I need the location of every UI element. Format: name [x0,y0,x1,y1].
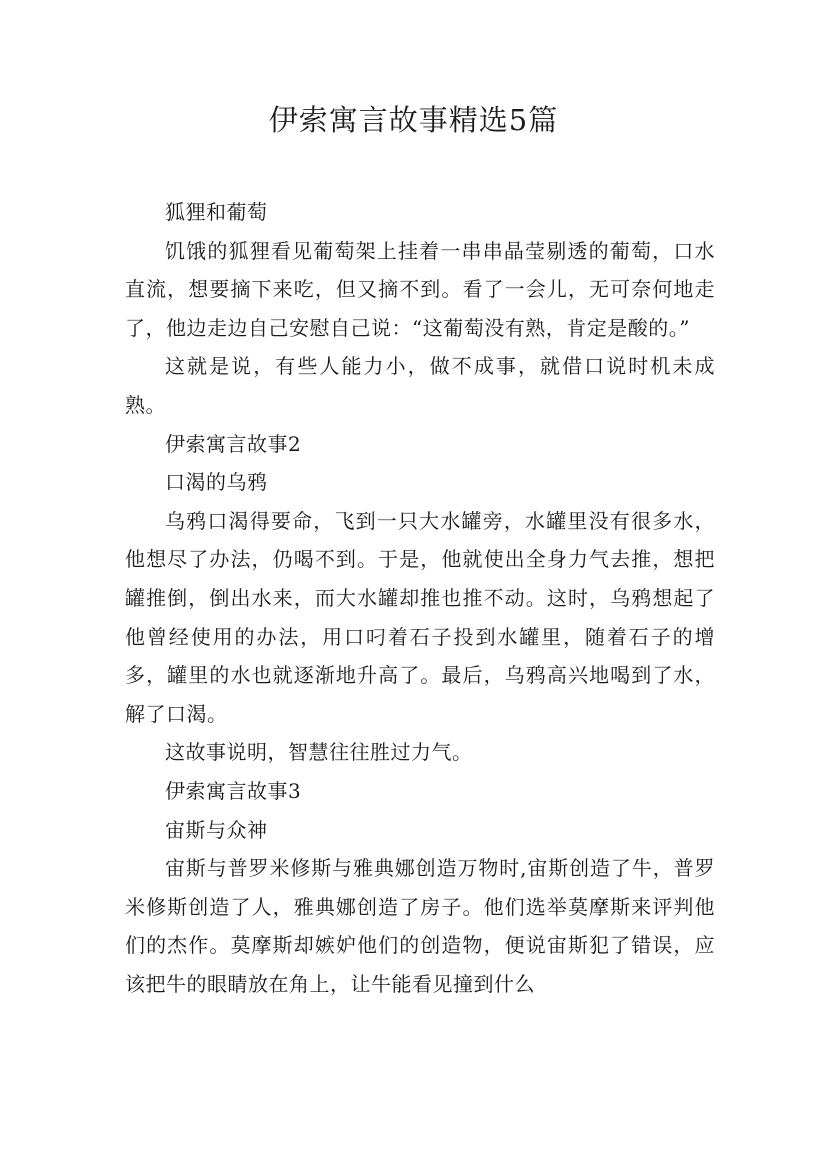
paragraph: 乌鸦口渴得要命，飞到一只大水罐旁，水罐里没有很多水，他想尽了办法，仍喝不到。于是，他就使出全身力气去推，想把罐推倒，倒出水来，而大水罐却推也推不动。这时，乌鸦想起了他曾经使用的办法，用口叼着石子投到水罐里，随着石子的增多，罐里的水也就逐渐地升高了。最后，乌鸦高兴地喝到了水，解了口渴。 [125,508,715,726]
section-heading-story-3: 伊索寓言故事3 [165,778,302,803]
paragraph: 饥饿的狐狸看见葡萄架上挂着一串串晶莹剔透的葡萄，口水直流，想要摘下来吃，但又摘不到。看了一会儿，无可奈何地走了，他边走边自己安慰自己说：“这葡萄没有熟，肯定是酸的。” [125,238,715,340]
section-heading-zeus: 宙斯与众神 [165,817,268,842]
paragraph: 这故事说明，智慧往往胜过力气。 [165,740,473,765]
document-body [125,193,715,1003]
section-heading-story-2: 伊索寓言故事2 [165,431,302,456]
paragraph: 这就是说，有些人能力小，做不成事，就借口说时机未成熟。 [125,354,715,417]
section-heading-crow: 口渴的乌鸦 [165,470,268,495]
document-title: 伊索寓言故事精选5篇 [268,103,559,137]
paragraph: 宙斯与普罗米修斯与雅典娜创造万物时,宙斯创造了牛，普罗米修斯创造了人，雅典娜创造了房子。他们选举莫摩斯来评判他们的杰作。莫摩斯却嫉妒他们的创造物，便说宙斯犯了错误，应该把牛的眼睛放在角上，让牛能看见撞到什么 [125,856,715,996]
section-heading-fox: 狐狸和葡萄 [165,200,268,224]
